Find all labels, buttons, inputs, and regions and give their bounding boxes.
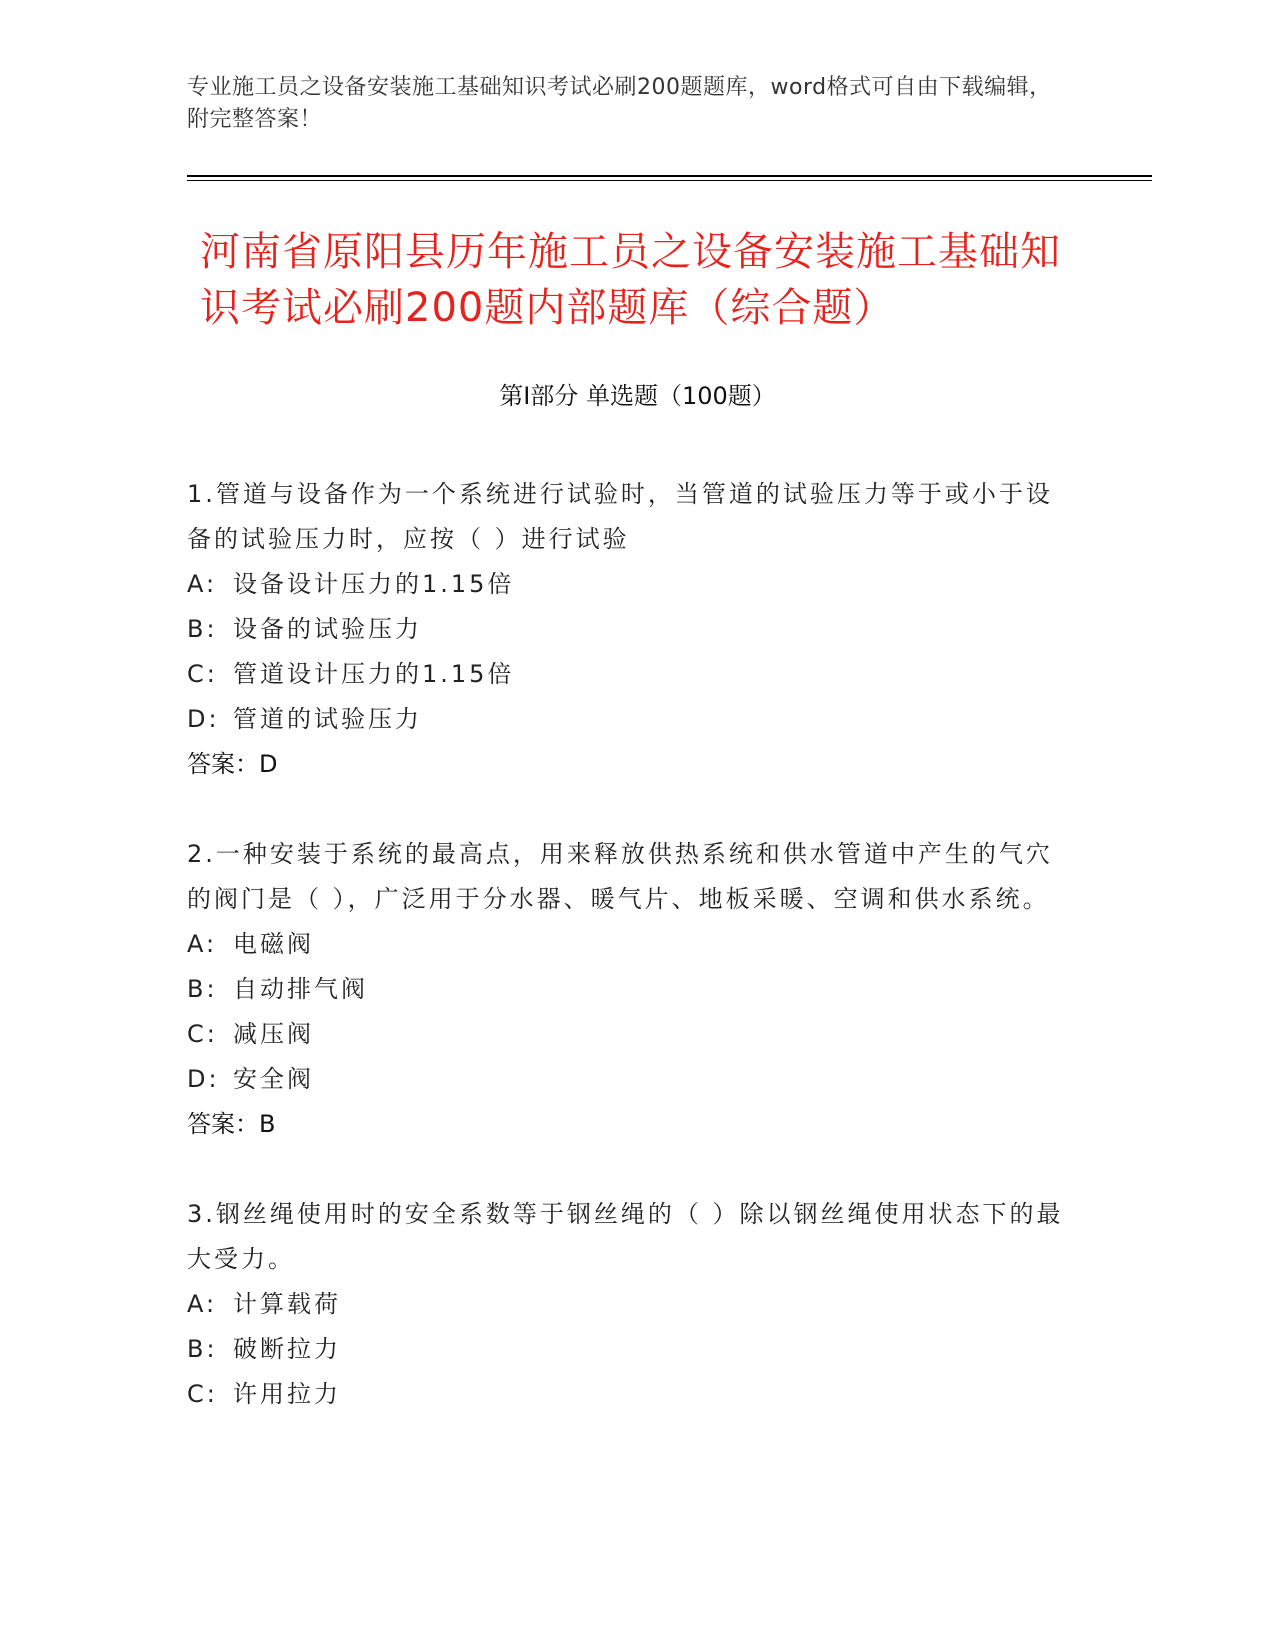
option-label: D: — [187, 1065, 220, 1093]
option-text: 自动排气阀 — [233, 975, 368, 1003]
option-label: C: — [187, 1020, 218, 1048]
question-list — [187, 472, 1067, 1462]
option-a — [187, 562, 1067, 607]
option-text: 安全阀 — [233, 1065, 314, 1093]
option-text: 设备的试验压力 — [233, 615, 422, 643]
answer: 答案：D — [187, 750, 278, 778]
option-label: B: — [187, 1335, 218, 1363]
option-a — [187, 1282, 1067, 1327]
option-text: 管道设计压力的1.15倍 — [233, 660, 515, 688]
question-1 — [187, 472, 1067, 787]
question-3 — [187, 1192, 1067, 1417]
option-d — [187, 697, 1067, 742]
option-text: 电磁阀 — [233, 930, 314, 958]
section-heading: 第Ⅰ部分 单选题（100题） — [499, 382, 776, 410]
option-text: 减压阀 — [233, 1020, 314, 1048]
question-stem: 1.管道与设备作为一个系统进行试验时，当管道的试验压力等于或小于设备的试验压力时，应按（ ）进行试验 — [187, 480, 1053, 553]
option-text: 管道的试验压力 — [233, 705, 422, 733]
question-stem: 3.钢丝绳使用时的安全系数等于钢丝绳的（ ）除以钢丝绳使用状态下的最大受力。 — [187, 1200, 1064, 1273]
option-text: 计算载荷 — [233, 1290, 341, 1318]
option-text: 许用拉力 — [233, 1380, 341, 1408]
option-b — [187, 967, 1067, 1012]
option-c — [187, 1372, 1067, 1417]
option-label: A: — [187, 570, 218, 598]
option-label: A: — [187, 1290, 218, 1318]
answer: 答案：B — [187, 1110, 276, 1138]
option-text: 设备设计压力的1.15倍 — [233, 570, 515, 598]
option-label: C: — [187, 660, 218, 688]
header-note: 专业施工员之设备安装施工基础知识考试必刷200题题库，word格式可自由下载编辑，附完整答案！ — [187, 75, 1052, 132]
option-d — [187, 1057, 1067, 1102]
option-text: 破断拉力 — [233, 1335, 341, 1363]
option-label: A: — [187, 930, 218, 958]
option-label: C: — [187, 1380, 218, 1408]
question-2 — [187, 832, 1067, 1147]
option-label: B: — [187, 615, 218, 643]
option-c — [187, 1012, 1067, 1057]
question-stem: 2.一种安装于系统的最高点，用来释放供热系统和供水管道中产生的气穴的阀门是（ ），广泛用于分水器、暖气片、地板采暖、空调和供水系统。 — [187, 840, 1053, 913]
option-b — [187, 1327, 1067, 1372]
option-label: D: — [187, 705, 220, 733]
option-label: B: — [187, 975, 218, 1003]
option-c — [187, 652, 1067, 697]
header-rule-thick — [187, 175, 1152, 177]
option-b — [187, 607, 1067, 652]
header-rule-thin — [187, 180, 1152, 181]
option-a — [187, 922, 1067, 967]
document-title: 河南省原阳县历年施工员之设备安装施工基础知识考试必刷200题内部题库（综合题） — [200, 229, 1061, 331]
